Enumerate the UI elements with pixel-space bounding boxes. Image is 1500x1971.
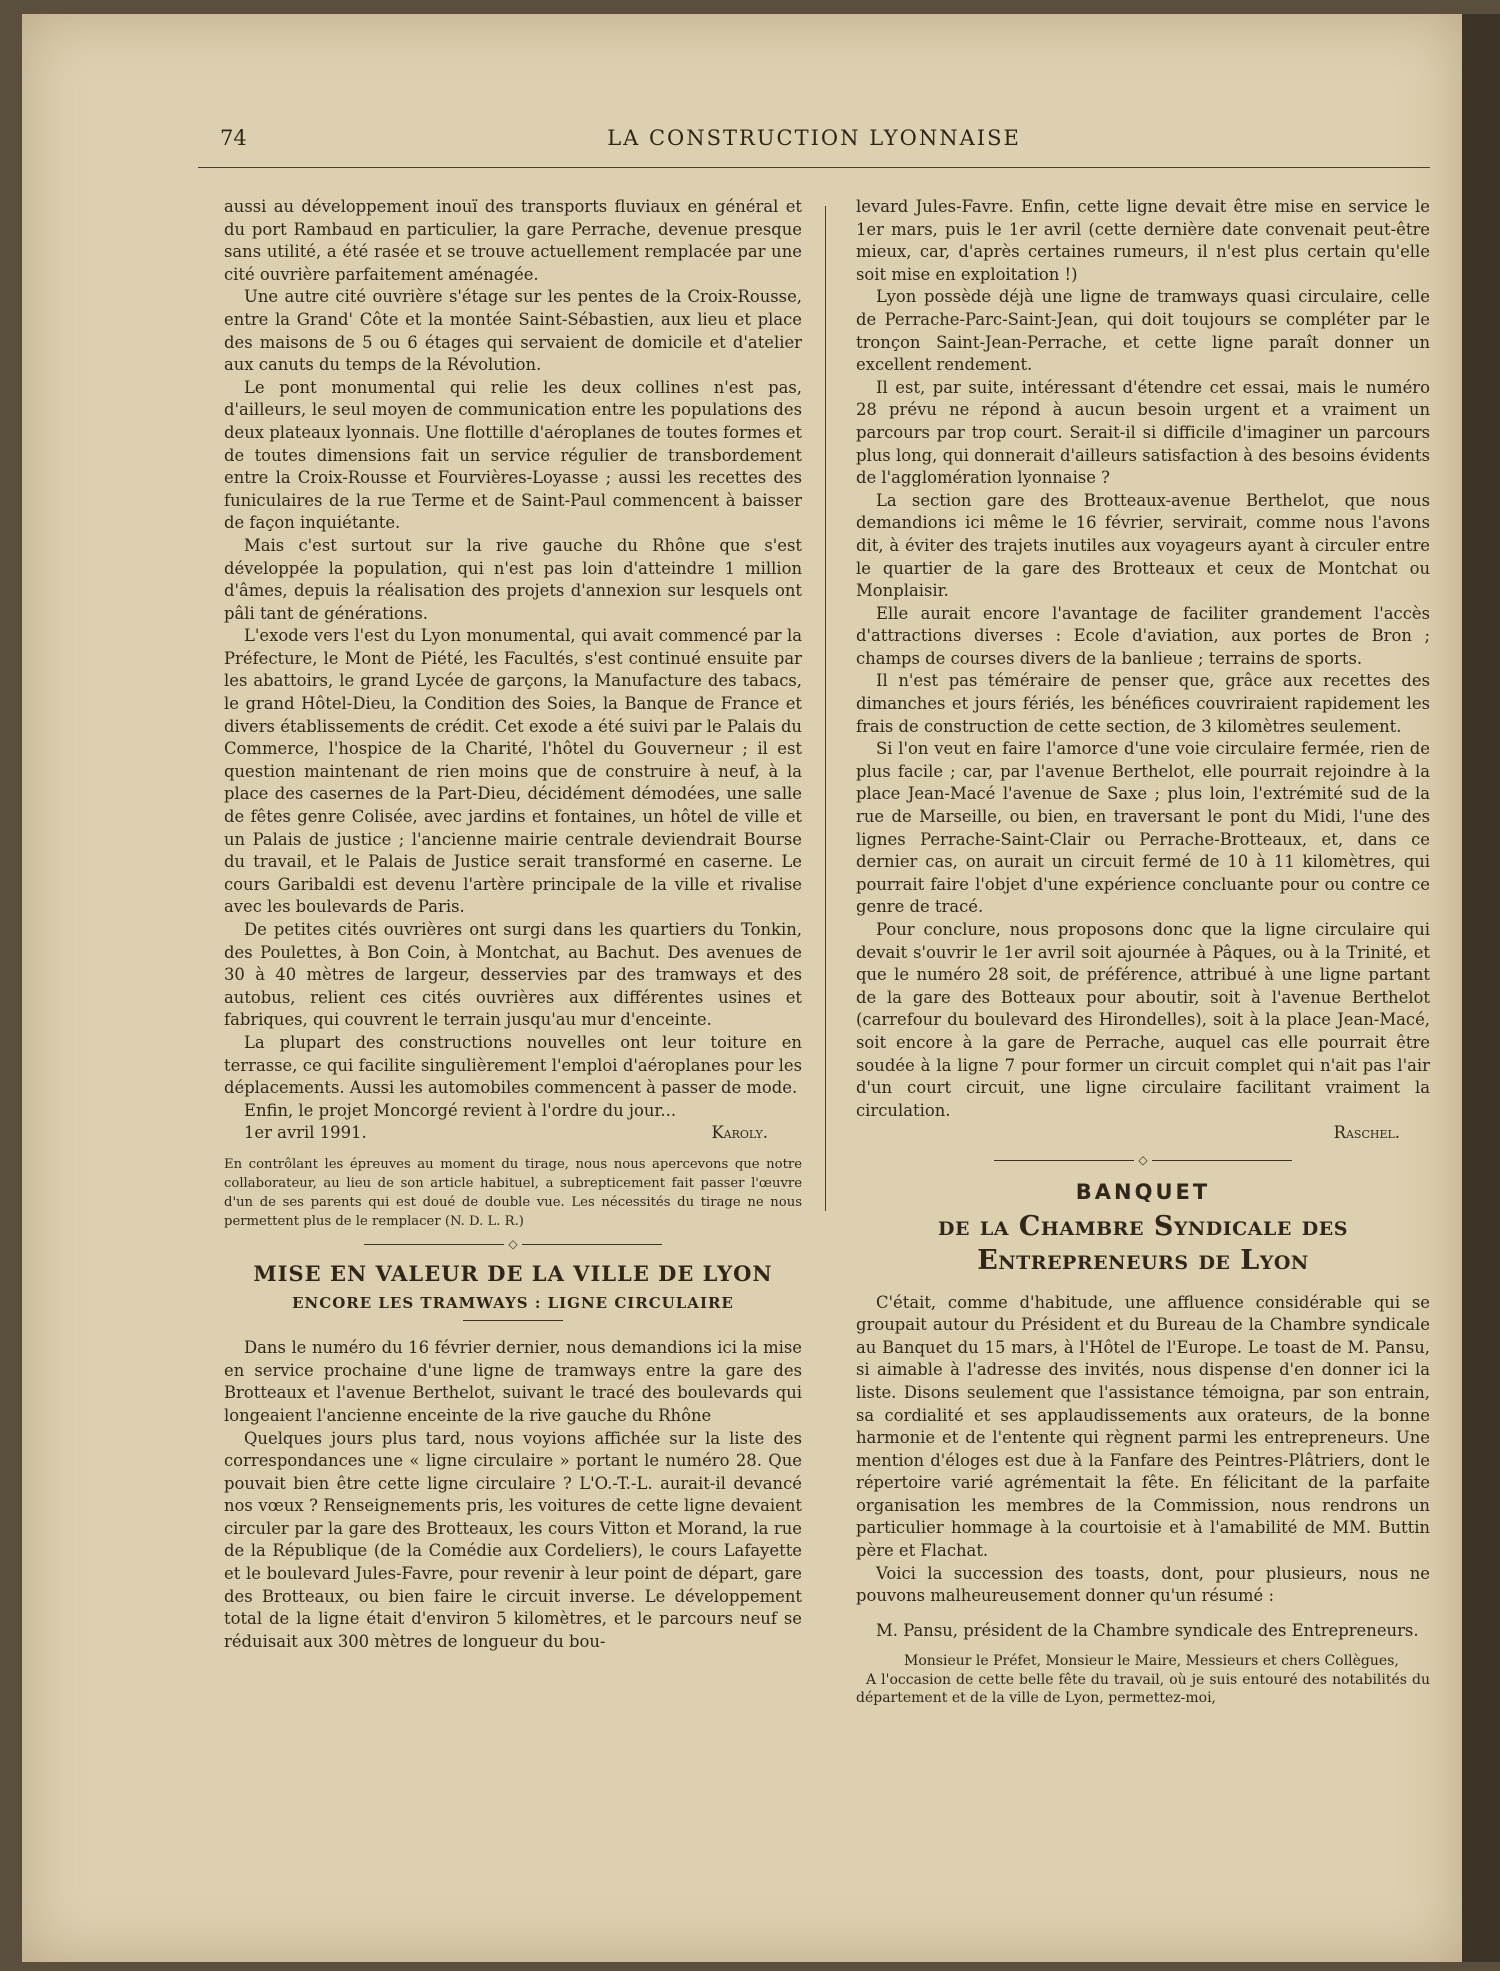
banquet-title: BANQUET bbox=[1075, 1179, 1211, 1204]
paragraph: levard Jules-Favre. Enfin, cette ligne devait être mise en service le 1er mars, puis le 1er avril (cette dernière date convenait peut-être mieux, car, d'après certaines rumeurs, il n'est plus certain qu'elle soit mise en exploitation !) bbox=[856, 197, 1430, 284]
date-line: 1er avril 1991. bbox=[244, 1123, 367, 1143]
signature-raschel: Raschel. bbox=[1333, 1123, 1400, 1143]
paragraph: La plupart des constructions nouvelles ont leur toiture en terrasse, ce qui facilite singulièrement l'emploi d'aéroplanes pour les déplacements. Aussi les automobiles commencent à passer de mode. bbox=[224, 1032, 802, 1098]
paragraph: La section gare des Brotteaux-avenue Berthelot, que nous demandions ici même le 16 février, servirait, comme nous l'avons dit, à éviter des trajets inutiles aux voyageurs ayant à circuler entre le quartier de la gare des Brotteaux et ceux de Montchat ou Monplaisir. bbox=[856, 490, 1430, 601]
running-title: LA CONSTRUCTION LYONNAISE bbox=[607, 126, 1021, 150]
binding-edge bbox=[1462, 14, 1500, 1962]
page-header bbox=[198, 124, 1430, 160]
subtitle-rule bbox=[463, 1320, 563, 1321]
paragraph: Dans le numéro du 16 février dernier, nous demandions ici la mise en service prochaine d'une ligne de tramways entre la gare des Brotteaux et l'avenue Berthelot, suivant le tracé des boulevards qui longeaient l'ancienne enceinte de la rive gauche du Rhône bbox=[224, 1338, 802, 1425]
header-rule bbox=[198, 167, 1430, 168]
paragraph: Voici la succession des toasts, dont, pour plusieurs, nous ne pouvons malheureusement donner qu'un résumé : bbox=[856, 1563, 1430, 1606]
editor-note: En contrôlant les épreuves au moment du tirage, nous nous apercevons que notre collaborateur, au lieu de son article habituel, a subrepticement fait passer l'œuvre d'un de ses parents qui est doué de double vue. Les nécessités du tirage ne nous permettent plus de le remplacer (N. D. L. R.) bbox=[224, 1156, 802, 1229]
paragraph: Elle aurait encore l'avantage de faciliter grandement l'accès d'attractions diverses : Ecole d'aviation, aux portes de Bron ; champs de courses divers de la banlieue ; terrains de sports. bbox=[856, 603, 1430, 668]
paragraph: Il est, par suite, intéressant d'étendre cet essai, mais le numéro 28 prévu ne répond à aucun besoin urgent et a vraiment un parcours par trop court. Serait-il si difficile d'imaginer un parcours plus long, qui donnerait d'ailleurs satisfaction à des besoins évidents de l'agglomération lyonnaise ? bbox=[856, 377, 1430, 488]
paragraph: Enfin, le projet Moncorgé revient à l'ordre du jour... bbox=[244, 1100, 677, 1120]
signature-karoly: Karoly. bbox=[711, 1123, 768, 1143]
ornament-divider: ◇ bbox=[856, 1153, 1430, 1167]
paragraph: Une autre cité ouvrière s'étage sur les pentes de la Croix-Rousse, entre la Grand' Côte et la montée Saint-Sébastien, aux lieu et place des maisons de 5 ou 6 étages qui servaient de domicile et d'atelier aux canuts du temps de la Révolution. bbox=[224, 287, 802, 375]
right-column bbox=[856, 196, 1430, 1708]
paragraph: Il n'est pas téméraire de penser que, grâce aux recettes des dimanches et jours fériés, les bénéfices couvriraient rapidement les frais de construction de cette section, de 3 kilomètres seulement. bbox=[856, 671, 1430, 736]
dateline-row bbox=[224, 1122, 802, 1145]
paragraph: Pour conclure, nous proposons donc que la ligne circulaire qui devait s'ouvrir le 1er avril soit ajournée à Pâques, ou à la Trinité, et que le numéro 28 soit, de préférence, attribué à une ligne partant de la gare des Botteaux pour aboutir, soit à l'avenue Berthelot (carrefour du boulevard des Hirondelles), soit à la place Jean-Macé, soit encore à la gare de Perrache, auquel cas elle pourrait être soudée à la ligne 7 pour former un circuit complet qui n'ait pas l'air d'un court circuit, une ligne circulaire facilitant vraiment la circulation. bbox=[856, 920, 1430, 1120]
paragraph: Quelques jours plus tard, nous voyions affichée sur la liste des correspondances une « ligne circulaire » portant le numéro 28. Que pouvait bien être cette ligne circulaire ? L'O.-T.-L. aurait-il devancé nos vœux ? Renseignements pris, les voitures de cette ligne devaient circuler par la gare des Brotteaux, les cours Vitton et Morand, la rue de la République (de la Comédie aux Cordeliers), le cours Lafayette et le boulevard Jules-Favre, pour revenir à leur point de départ, gare des Brotteaux, ou bien faire le circuit inverse. Le développement total de la ligne était d'environ 5 kilomètres, et le parcours neuf se réduisait aux 300 mètres de longueur du bou- bbox=[224, 1428, 802, 1651]
banquet-subtitle: de la Chambre Syndicale des Entrepreneurs de Lyon bbox=[938, 1210, 1348, 1276]
paragraph: aussi au développement inouï des transports fluviaux en général et du port Rambaud en particulier, la gare Perrache, devenue presque sans utilité, a été rasée et se trouve actuellement remplacée par une cité ouvrière parfaitement aménagée. bbox=[224, 197, 802, 284]
paragraph: Si l'on veut en faire l'amorce d'une voie circulaire fermée, rien de plus facile ; car, par l'avenue Berthelot, elle pourrait rejoindre à la place Jean-Macé l'avenue de Saxe ; plus loin, l'extrémité sud de la rue de Marseille, ou bien, en traversant le pont du Midi, l'une des lignes Perrache-Saint-Clair ou Perrache-Brotteaux, et, dans ce dernier cas, on aurait un circuit fermé de 10 à 11 kilomètres, qui pourrait faire l'objet d'une expérience concluante pour ou contre ce genre de tracé. bbox=[856, 739, 1430, 917]
paragraph: L'exode vers l'est du Lyon monumental, qui avait commencé par la Préfecture, le Mont de Piété, les Facultés, s'est continué ensuite par les abattoirs, le grand Lycée de garçons, la Manufacture des tabacs, le grand Hôtel-Dieu, la Condition des Soies, la Banque de France et divers établissements de crédit. Cet exode a été suivi par le Palais du Commerce, l'hospice de la Charité, l'hôtel du Gouverneur ; il est question maintenant de rien moins que de construire à neuf, à la place des casernes de la Part-Dieu, décidément démodées, une salle de fêtes genre Colisée, avec jardins et fontaines, un hôtel de ville et un Palais de justice ; l'ancienne mairie centrale deviendrait Bourse du travail, et le Palais de Justice serait transformé en caserne. Le cours Garibaldi est devenu l'artère principale de la ville et rivalise avec les boulevards de Paris. bbox=[224, 626, 802, 917]
paragraph: C'était, comme d'habitude, une affluence considérable qui se groupait autour du Président et du Bureau de la Chambre syndicale au Banquet du 15 mars, à l'Hôtel de l'Europe. Le toast de M. Pansu, si aimable à l'adresse des invités, nous dispense d'en donner ici la liste. Disons seulement que l'assistance témoigna, par son entrain, sa cordialité et ses applaudissements aux orateurs, de la bonne harmonie et de l'entente qui règnent parmi les entrepreneurs. Une mention d'éloges est due à la Fanfare des Peintres-Plâtriers, dont le répertoire varié agrémentait la fête. En félicitant de la parfaite organisation les membres de la Commission, nous rendrons un particulier hommage à la courtoisie et à l'amabilité de MM. Buttin père et Flachat. bbox=[856, 1292, 1430, 1561]
paragraph: De petites cités ouvrières ont surgi dans les quartiers du Tonkin, des Poulettes, à Bon Coin, à Montchat, au Bachut. Des avenues de 30 à 40 mètres de largeur, desservies par des tramways et des autobus, relient ces cités ouvrières aux différentes usines et fabriques, qui couvrent le terrain jusqu'au mur d'enceinte. bbox=[224, 920, 802, 1030]
paragraph: Le pont monumental qui relie les deux collines n'est pas, d'ailleurs, le seul moyen de communication entre les populations des deux plateaux lyonnais. Une flottille d'aéroplanes de toutes formes et de toutes dimensions fait un service régulier de transbordement entre la Croix-Rousse et Fourvières-Loyasse ; aussi les recettes des funiculaires de la rue Terme et de Saint-Paul commencent à baisser de façon inquiétante. bbox=[224, 377, 802, 533]
column-divider bbox=[825, 206, 826, 1211]
quote-line: Monsieur le Préfet, Monsieur le Maire, Messieurs et chers Collègues, bbox=[904, 1653, 1399, 1670]
quote-line: A l'occasion de cette belle fête du travail, où je suis entouré des notabilités du département et de la ville de Lyon, permettez-moi, bbox=[856, 1671, 1430, 1707]
paragraph: Lyon possède déjà une ligne de tramways quasi circulaire, celle de Perrache-Parc-Saint-Jean, qui doit toujours se compléter par le tronçon Saint-Jean-Perrache, et cette ligne paraît donner un excellent rendement. bbox=[856, 287, 1430, 375]
paragraph: Mais c'est surtout sur la rive gauche du Rhône que s'est développée la population, qui n'est pas loin d'atteindre 1 million d'âmes, depuis la réalisation des projets d'annexion sur lesquels ont pâli tant de générations. bbox=[224, 535, 802, 623]
speaker-line: M. Pansu, président de la Chambre syndicale des Entrepreneurs. bbox=[876, 1620, 1419, 1640]
article-title: MISE EN VALEUR DE LA VILLE DE LYON bbox=[253, 1260, 773, 1286]
ornament-divider: ◇ bbox=[224, 1237, 802, 1251]
left-column bbox=[224, 196, 802, 1653]
article-subtitle: ENCORE LES TRAMWAYS : LIGNE CIRCULAIRE bbox=[292, 1293, 734, 1312]
page-number: 74 bbox=[220, 126, 247, 150]
speech-quote bbox=[856, 1652, 1430, 1708]
